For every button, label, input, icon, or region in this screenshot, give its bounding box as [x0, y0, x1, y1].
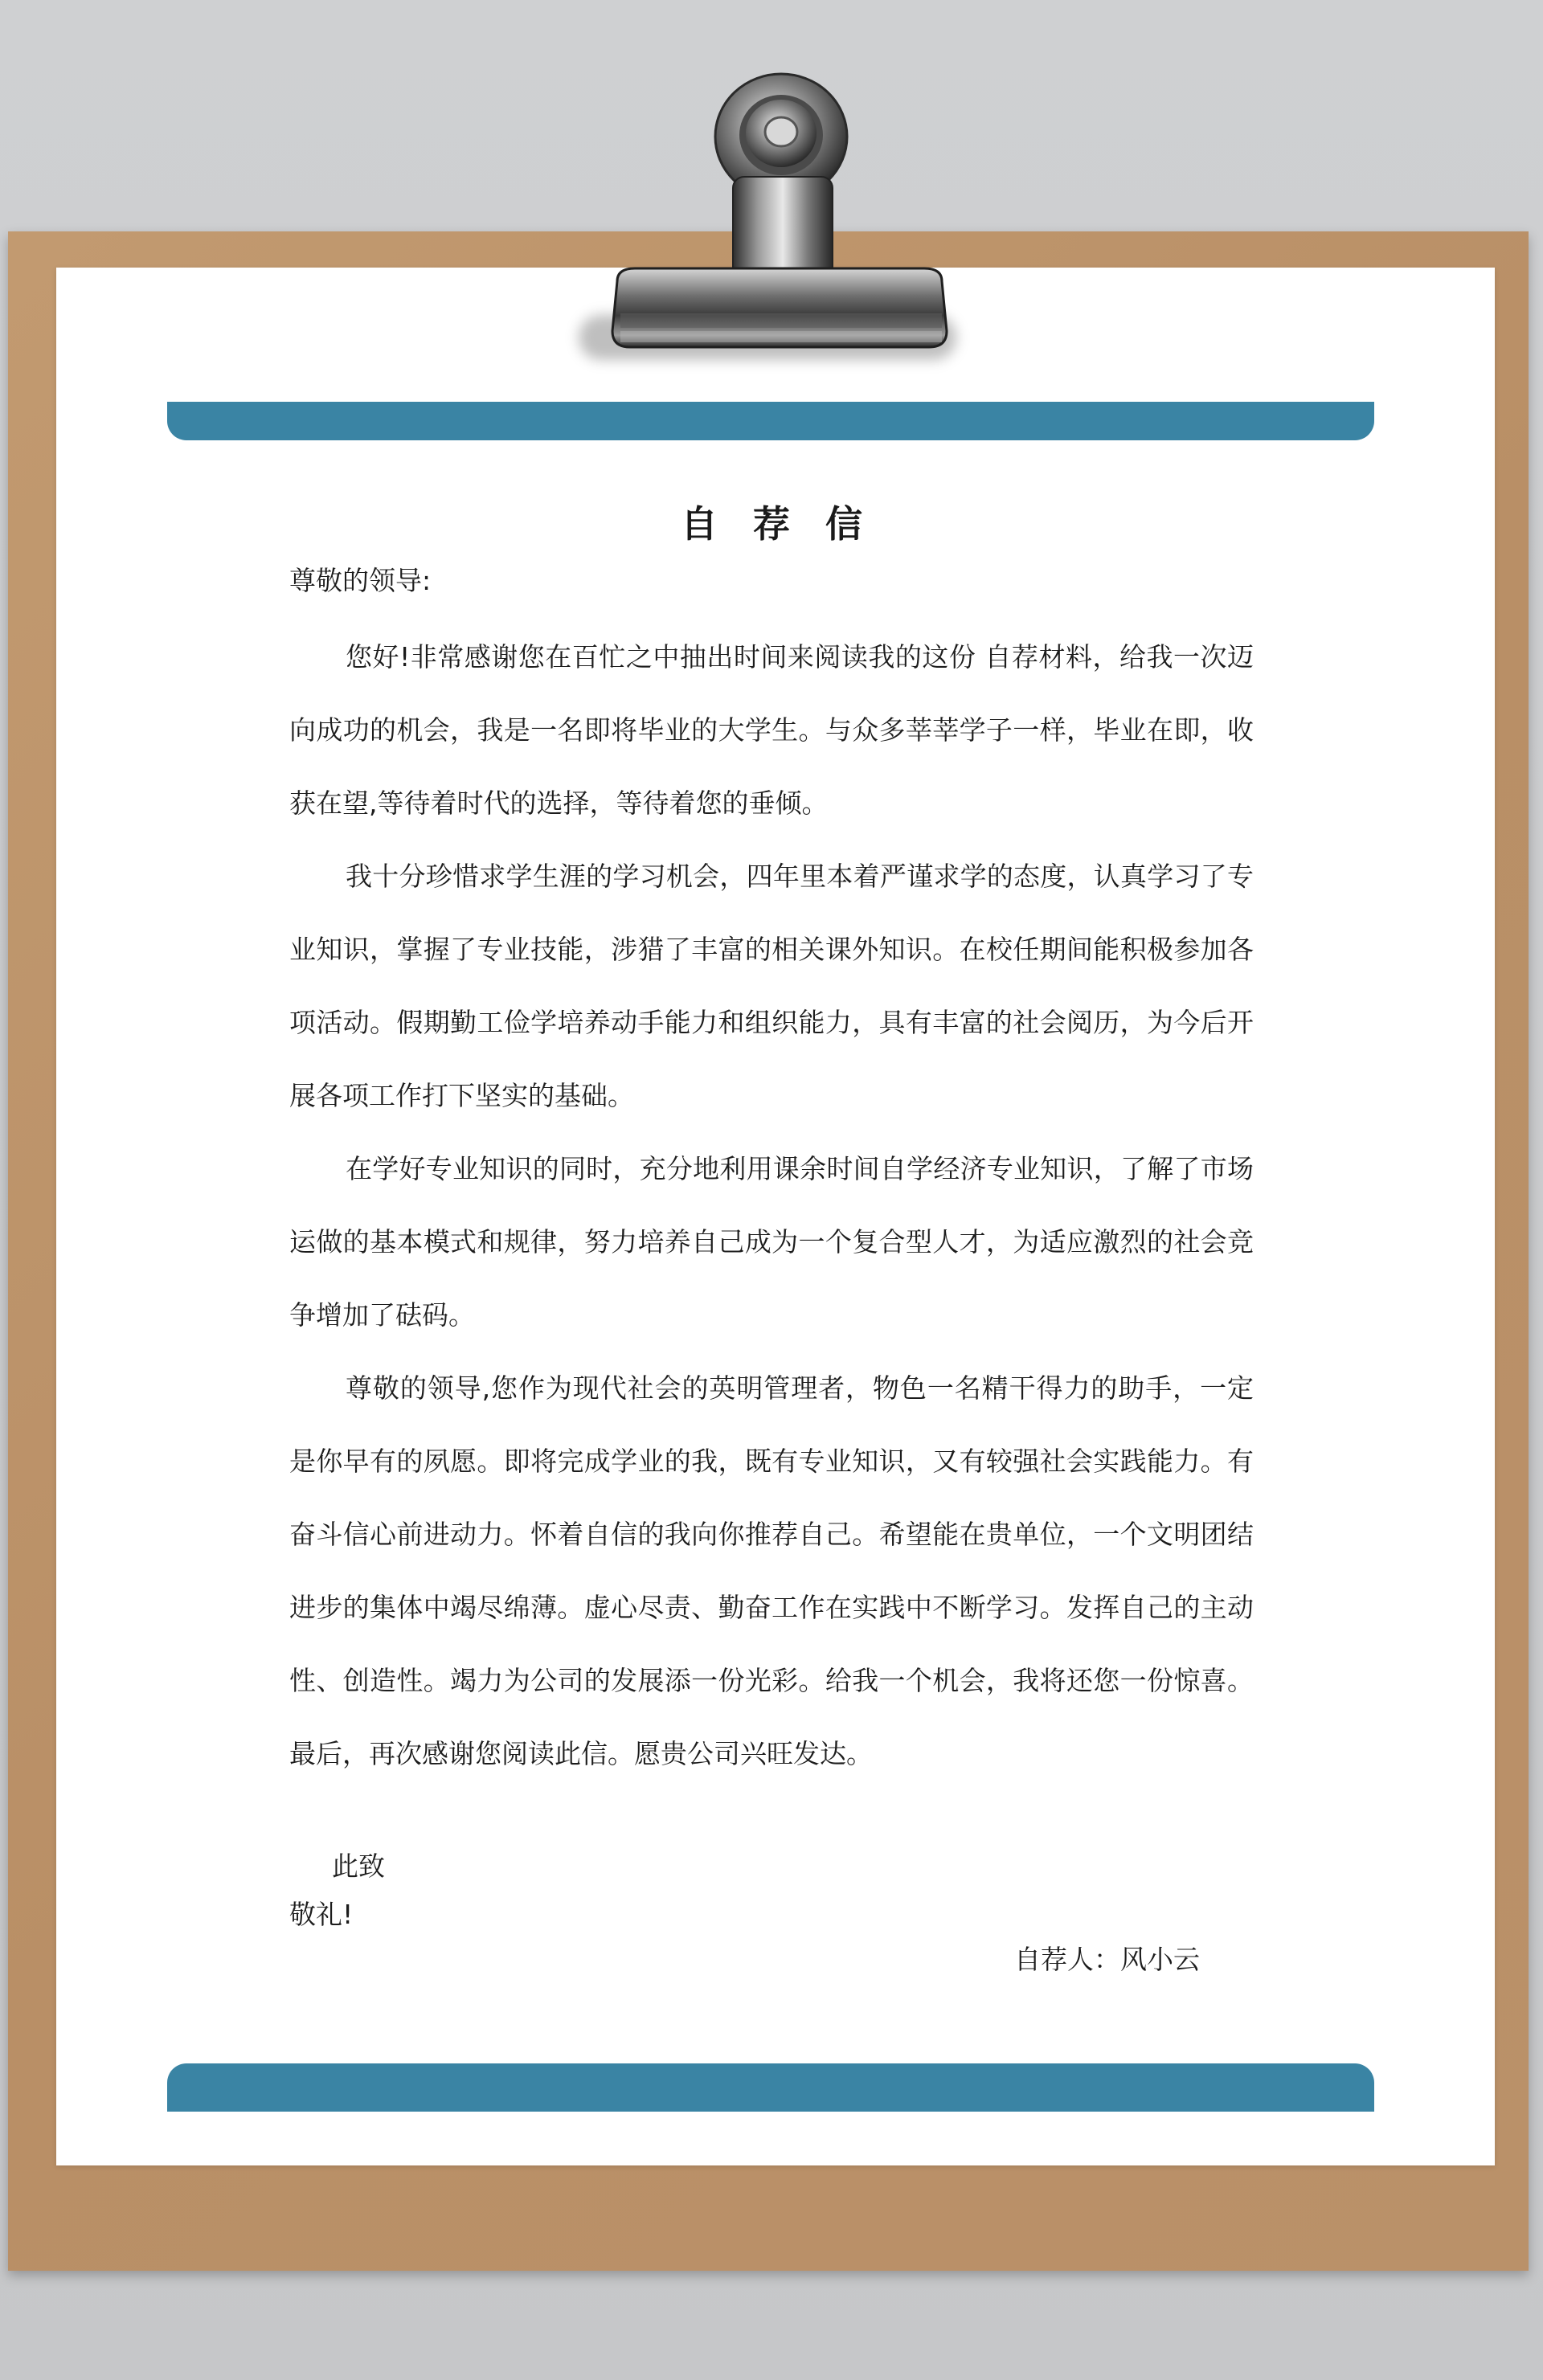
- letter-title: 自荐信: [681, 502, 898, 546]
- binder-clip-icon: [563, 48, 980, 370]
- body-paragraph-4: 尊敬的领导,您作为现代社会的英明管理者，物色一名精干得力的助手，一定是你早有的夙愿。即将完成学业的我，既有专业知识，又有较强社会实践能力。有奋斗信心前进动力。怀着自信的我向你推荐自己。希望能在贵单位，一个文明团结进步的集体中竭尽绵薄。虚心尽责、勤奋工作在实践中不断学习。发挥自己的主动性、创造性。竭力为公司的发展添一份光彩。给我一个机会，我将还您一份惊喜。最后，再次感谢您阅读此信。愿贵公司兴旺发达。: [289, 1372, 1254, 1769]
- closing-line-1: 此致: [332, 1850, 385, 1882]
- bottom-accent-band: [167, 2063, 1374, 2112]
- letter-body: [289, 620, 1254, 1790]
- body-paragraph-1: 您好!非常感谢您在百忙之中抽出时间来阅读我的这份 自荐材料，给我一次迈向成功的机会，我是一名即将毕业的大学生。与众多莘莘学子一样，毕业在即，收获在望,等待着时代的选择，等待着您的垂倾。: [289, 641, 1254, 819]
- signature: 自荐人：风小云: [1014, 1944, 1200, 1975]
- body-paragraph-2: 我十分珍惜求学生涯的学习机会，四年里本着严谨求学的态度，认真学习了专业知识，掌握了专业技能，涉猎了丰富的相关课外知识。在校任期间能积极参加各项活动。假期勤工俭学培养动手能力和组织能力，具有丰富的社会阅历，为今后开展各项工作打下坚实的基础。: [289, 861, 1254, 1111]
- body-paragraph-3: 在学好专业知识的同时，充分地利用课余时间自学经济专业知识，了解了市场运做的基本模式和规律，努力培养自己成为一个复合型人才，为适应激烈的社会竞争增加了砝码。: [289, 1153, 1254, 1331]
- closing-line-2: 敬礼!: [289, 1899, 354, 1930]
- salutation: 尊敬的领导:: [289, 565, 432, 596]
- top-accent-band: [167, 402, 1374, 440]
